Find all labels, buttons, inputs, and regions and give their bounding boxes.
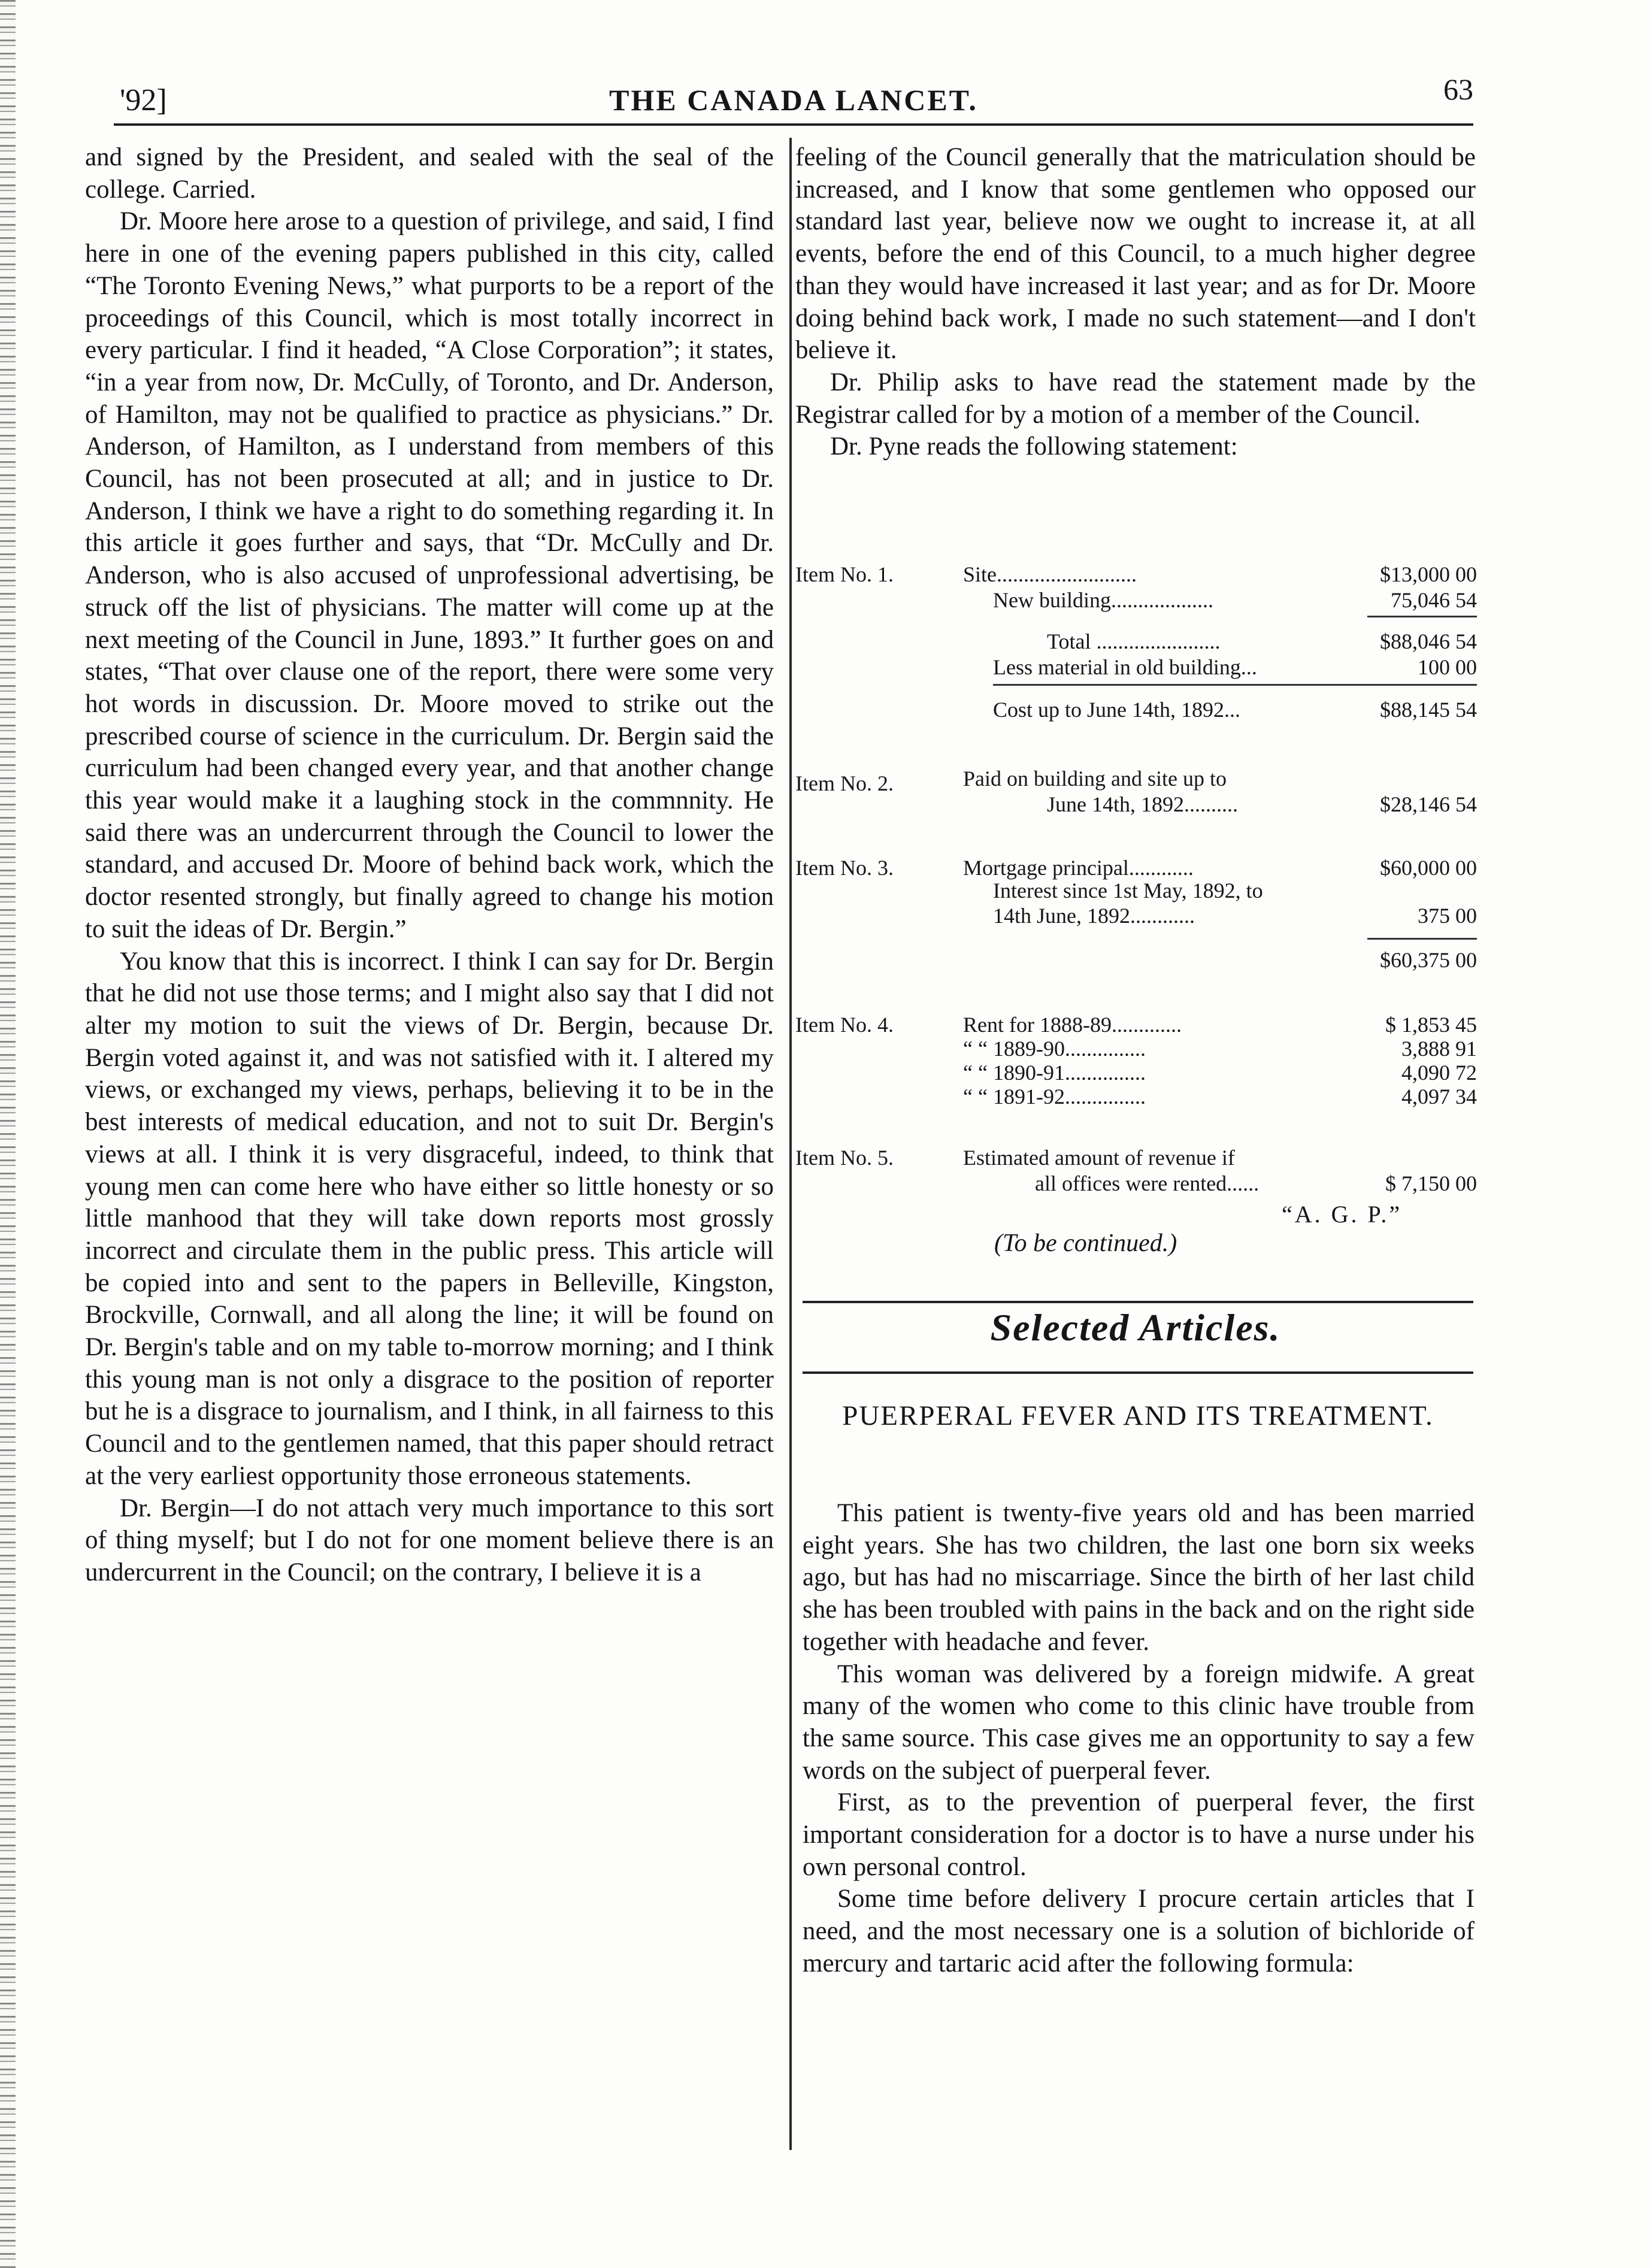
to-be-continued: (To be continued.): [994, 1230, 1177, 1257]
statement-line: Less material in old building... 100 00: [993, 655, 1477, 679]
item-label: Item No. 3.: [795, 856, 894, 880]
paragraph: Dr. Moore here arose to a question of privilege, and said, I find here in one of the evening papers published in this city, called “The Toronto Evening News,” what purports to be a report of the proceedings of this Council, which is most totally incorrect in every particular. I find it headed, “A Close Corporation”; it states, “in a year from now, Dr. McCully, of Toronto, and Dr. Anderson, of Hamilton, may not be qualified to practice as physicians.” Dr. Anderson, of Hamilton, as I understand from members of this Council, has not been prosecuted at all; and in justice to Dr. Anderson, I think we have a right to do something regarding it. In this article it goes further and says, that “Dr. McCully and Dr. Anderson, who is also accused of unprofessional advertising, be struck off the list of physicians. The matter will come up at the next meeting of the Council in June, 1893.” It further goes on and states, “That over clause one of the report, there were some very hot words in discussion. Dr. Moore moved to strike out the prescribed course of science in the curriculum. Dr. Bergin said the curriculum had been changed every year, and that another change this year would make it a laughing stock in the commnnity. He said there was an undercurrent through the Council to lower the standard, and accused Dr. Moore of behind back work, which the doctor resented strongly, but finally agreed to change his motion to suit the ideas of Dr. Bergin.”: [85, 207, 774, 943]
left-column: [85, 141, 774, 1589]
statement-line: Interest since 1st May, 1892, to: [993, 879, 1263, 903]
paragraph: feeling of the Council generally that the matriculation should be increased, and I know that some gentlemen who opposed our standard last year, believe now we ought to increase it, at all events, before the end of this Council, to a much higher degree than they would have increased it last year; and as for Dr. Moore doing behind back work, I made no such statement—and I don't believe it.: [795, 143, 1476, 365]
column-divider: [789, 138, 792, 2150]
paragraph: Dr. Philip asks to have read the statement made by the Registrar called for by a motion of a member of the Council.: [795, 368, 1476, 429]
statement-line: New building................... 75,046 54: [993, 588, 1477, 612]
article-title: PUERPERAL FEVER AND ITS TREATMENT.: [842, 1400, 1434, 1431]
statement-line: Total ....................... $88,046 54: [1047, 629, 1477, 653]
section-rule: [803, 1371, 1473, 1374]
statement-line: “ “ 1891-92............... 4,097 34: [963, 1085, 1477, 1109]
right-column: [795, 141, 1476, 463]
statement-line: Estimated amount of revenue if: [963, 1146, 1235, 1170]
sum-rule: [1367, 616, 1477, 617]
page-number: 63: [1443, 72, 1473, 106]
item-label: Item No. 1.: [795, 562, 894, 586]
running-header: [114, 72, 1473, 131]
paragraph: First, as to the prevention of puerperal fever, the first important consideration for a doctor is to have a nurse under his own personal control.: [803, 1788, 1475, 1881]
statement-line: Rent for 1888-89............. $ 1,853 45: [963, 1013, 1477, 1037]
statement-line: June 14th, 1892.......... $28,146 54: [1047, 792, 1477, 816]
statement-line: $60,375 00: [1380, 948, 1477, 972]
header-year: '92]: [120, 83, 167, 117]
statement-line: 14th June, 1892............ 375 00: [993, 904, 1477, 928]
statement-line: Site.......................... $13,000 00: [963, 562, 1477, 586]
statement-line: “ “ 1889-90............... 3,888 91: [963, 1037, 1477, 1061]
paragraph: This woman was delivered by a foreign midwife. A great many of the women who come to this clinic have trouble from the same source. This case gives me an opportunity to say a few words on the subject of puerperal fever.: [803, 1660, 1475, 1785]
item-label: Item No. 2.: [795, 771, 894, 795]
paragraph: This patient is twenty-five years old and has been married eight years. She has two children, the last one born six weeks ago, but has had no miscarriage. Since the birth of her last child she has been troubled with pains in the back and on the right side together with headache and fever.: [803, 1499, 1475, 1656]
header-rule: [114, 123, 1473, 126]
statement-line: Cost up to June 14th, 1892... $88,145 54: [993, 698, 1477, 722]
section-rule: [803, 1301, 1473, 1303]
signature: “A. G. P.”: [1282, 1201, 1403, 1228]
statement-line: all offices were rented...... $ 7,150 00: [1035, 1171, 1477, 1195]
statement-line: “ “ 1890-91............... 4,090 72: [963, 1061, 1477, 1085]
paragraph: Dr. Pyne reads the following statement:: [830, 432, 1238, 461]
paragraph: You know that this is incorrect. I think I can say for Dr. Bergin that he did not use those terms; and I might also say that I did not alter my motion to suit the views of Dr. Bergin, because Dr. Bergin voted against it, and was not satisfied with it. I altered my views, or exchanged my views, perhaps, believing it to be in the best interests of medical education, and not to suit Dr. Bergin's views at all. I think it is very disgraceful, indeed, to think that young men can come here who have either so little honesty or so little manhood that they will take down reports most grossly incorrect and circulate them in the public press. This article will be copied into and sent to the papers in Belleville, Kingston, Brockville, Cornwall, and all along the line; it will be found on Dr. Bergin's table and on my table to-morrow morning; and I think this young man is not only a disgrace to the position of reporter but he is a disgrace to journalism, and I think, in all fairness to this Council and to the gentlemen named, that this paper should retract at the very earliest opportunity those erroneous statements.: [85, 947, 774, 1490]
journal-title: THE CANADA LANCET.: [609, 83, 978, 117]
statement-line: Paid on building and site up to: [963, 767, 1227, 791]
statement-line: Mortgage principal............ $60,000 00: [963, 856, 1477, 880]
sum-rule: [993, 684, 1477, 686]
sum-rule: [1367, 938, 1477, 940]
scan-edge: [0, 0, 16, 2268]
paragraph: and signed by the President, and sealed with the seal of the college. Carried.: [85, 143, 774, 204]
item-label: Item No. 5.: [795, 1146, 894, 1170]
section-heading: Selected Articles.: [990, 1306, 1281, 1349]
article-body: [803, 1497, 1475, 1980]
paragraph: Some time before delivery I procure certain articles that I need, and the most necessary one is a solution of bichloride of mercury and tartaric acid after the following formula:: [803, 1885, 1475, 1978]
paragraph: Dr. Bergin—I do not attach very much importance to this sort of thing myself; but I do not for one moment believe there is an undercurrent in the Council; on the contrary, I believe it is a: [85, 1494, 774, 1586]
item-label: Item No. 4.: [795, 1013, 894, 1037]
